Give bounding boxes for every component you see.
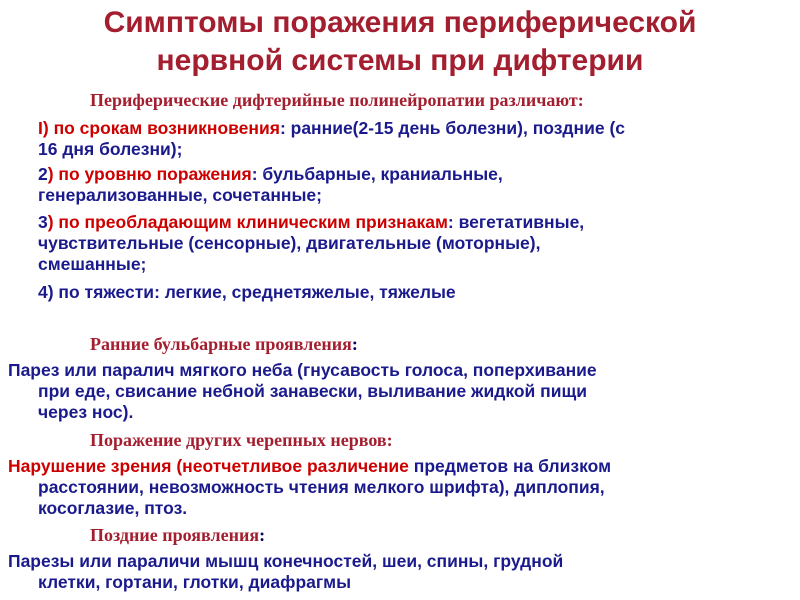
late-heading bbox=[90, 525, 265, 546]
early-bulbar-line-1: Парез или паралич мягкого неба (гнусавость голоса, поперхивание bbox=[8, 360, 597, 380]
item-3-text2: чувствительные (сенсорные), двигательные (моторные), bbox=[38, 233, 541, 253]
late-line-1: Парезы или параличи мышц конечностей, шеи, спины, грудной bbox=[8, 551, 564, 571]
early-bulbar-colon: : bbox=[351, 334, 358, 354]
item-1-label: ) по срокам возникновения bbox=[42, 118, 280, 138]
slide-title bbox=[0, 4, 800, 80]
early-bulbar-line-3: через нос). bbox=[38, 402, 134, 422]
cranial-red-part: Нарушение зрения (неотчетливое различение bbox=[8, 456, 409, 476]
cranial-heading: Поражение других черепных нервов: bbox=[90, 430, 393, 450]
item-1-text1: ранние(2-15 день болезни), поздние (с bbox=[285, 118, 626, 138]
item-1-text2: 16 дня болезни); bbox=[38, 139, 183, 159]
item-2-label: ) по уровню поражения bbox=[47, 164, 252, 184]
early-bulbar-heading bbox=[90, 334, 358, 355]
title-line-1: Симптомы поражения периферической bbox=[103, 6, 697, 39]
classification-item-4 bbox=[38, 282, 778, 303]
cranial-text bbox=[8, 456, 778, 519]
item-2-text1: бульбарные, краниальные, bbox=[257, 164, 503, 184]
item-2-text2: генерализованные, сочетанные; bbox=[38, 185, 322, 205]
item-3-label: ) по преобладающим клиническим признакам bbox=[47, 212, 448, 232]
late-colon: : bbox=[259, 525, 266, 545]
item-3-text3: смешанные; bbox=[38, 254, 147, 274]
item-1-sep: : bbox=[279, 118, 286, 138]
item-2-num: 2 bbox=[38, 164, 48, 184]
title-line-2: нервной системы при дифтерии bbox=[156, 44, 644, 77]
late-heading-text: Поздние проявления bbox=[90, 525, 260, 545]
classification-item-2 bbox=[38, 164, 778, 206]
item-4-num: 4 bbox=[38, 282, 48, 302]
late-line-2: клетки, гортани, глотки, диафрагмы bbox=[38, 572, 352, 592]
item-3-text1: вегетативные, bbox=[453, 212, 585, 232]
item-1-num: I bbox=[38, 118, 43, 138]
early-bulbar-text bbox=[8, 360, 778, 423]
intro-heading: Периферические дифтерийные полинейропатии различают: bbox=[90, 90, 584, 110]
classification-item-3 bbox=[38, 212, 778, 275]
early-bulbar-heading-text: Ранние бульбарные проявления bbox=[90, 334, 352, 354]
late-text bbox=[8, 551, 778, 593]
item-3-sep: : bbox=[447, 212, 454, 232]
classification-item-1 bbox=[38, 118, 778, 160]
item-4-text1: ) по тяжести: легкие, среднетяжелые, тяжелые bbox=[47, 282, 456, 302]
cranial-line-2: расстоянии, невозможность чтения мелкого шрифта), диплопия, bbox=[38, 477, 605, 497]
cranial-line-1-rest: предметов на близком bbox=[408, 456, 612, 476]
early-bulbar-line-2: при еде, свисание небной занавески, выливание жидкой пищи bbox=[38, 381, 588, 401]
item-3-num: 3 bbox=[38, 212, 48, 232]
item-2-sep: : bbox=[251, 164, 258, 184]
cranial-line-3: косоглазие, птоз. bbox=[38, 498, 188, 518]
